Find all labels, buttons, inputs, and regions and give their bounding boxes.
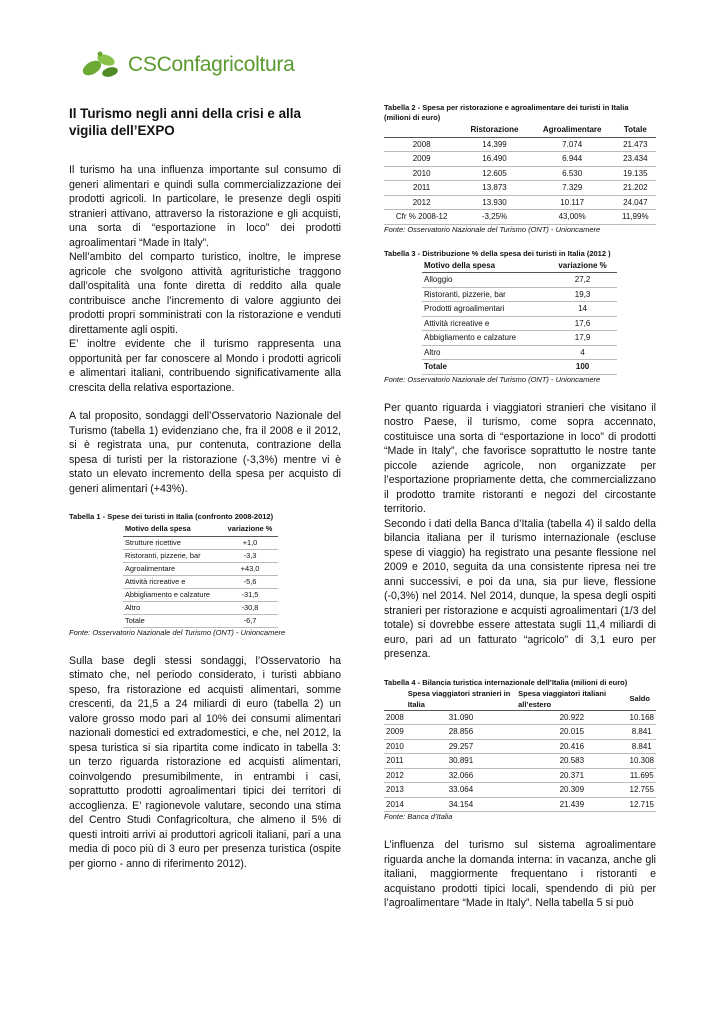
table-cell: 7.074 bbox=[530, 137, 615, 152]
table-cell: Altro bbox=[123, 601, 222, 614]
table-cell: 10.117 bbox=[530, 195, 615, 210]
table-cell: 12.715 bbox=[628, 797, 656, 812]
table-cell: 2013 bbox=[384, 783, 406, 798]
table-cell: 33.064 bbox=[406, 783, 516, 798]
table-cell: -5,6 bbox=[222, 575, 278, 588]
table-cell: Cfr % 2008-12 bbox=[384, 210, 459, 225]
table-1 bbox=[123, 522, 278, 628]
paragraph: Nell’ambito del comparto turistico, inoltre, le imprese agricole che svolgono attività agrituristiche traggono dall’ospitalità una fonte diretta di reddito alla quale contribuisce anche l’incremento di valore aggiunto dei prodotti propri somministrati con la ristorazione e venduti direttamente agli ospiti. bbox=[69, 251, 341, 336]
table-row bbox=[384, 166, 656, 181]
table-cell: 100 bbox=[548, 360, 617, 375]
table-cell: 10.168 bbox=[628, 710, 656, 725]
table-cell: 27,2 bbox=[548, 273, 617, 288]
table-4-source: Fonte: Banca d’Italia bbox=[384, 812, 453, 821]
table-row bbox=[384, 739, 656, 754]
table-cell: 2008 bbox=[384, 710, 406, 725]
table-cell: Alloggio bbox=[422, 273, 548, 288]
table-header: Saldo bbox=[628, 688, 656, 711]
table-4 bbox=[384, 688, 656, 813]
paragraph: Sulla base degli stessi sondaggi, l’Osservatorio ha stimato che, nel periodo considerato, i turisti abbiano speso, fra ristorazione ed acquisti alimentari, somme crescenti, da 21,5 a 24 miliardi di euro (tabella 2) un valore grosso modo pari al 10% dei consumi alimentari nazionali domestici ed extradomestici, e che, nel 2012, la spesa turistica si sia ripartita come indicato in tabella 3: un terzo riguarda ristorazione ed acquisti alimentari, coinvolgendo presumibilmente, in entrambi i casi, soprattutto prodotti agroalimentari tipici dei territori di accoglienza. E’ ragionevole valutare, secondo una stima del Centro Studi Confagricoltura, che almeno il 5% di questi introiti arrivi ai produttori agricoli italiani, pari a una media di poco più di 3 euro per presenza turistica (ospite per giorno - anno di riferimento 2012). bbox=[69, 654, 341, 870]
table-cell: Prodotti agroalimentari bbox=[422, 302, 548, 317]
table-cell: 2008 bbox=[384, 137, 459, 152]
table-cell: 6.944 bbox=[530, 152, 615, 167]
table-row bbox=[123, 562, 278, 575]
table-cell: Totale bbox=[123, 614, 222, 627]
table-cell: 13.930 bbox=[459, 195, 529, 210]
table-cell: 10.308 bbox=[628, 754, 656, 769]
table-3-caption: Tabella 3 - Distribuzione % della spesa dei turisti in Italia (2012 ) bbox=[384, 248, 611, 258]
table-header: Motivo della spesa bbox=[422, 259, 548, 273]
table-header: variazione % bbox=[548, 259, 617, 273]
table-cell: 2012 bbox=[384, 195, 459, 210]
table-cell: 14 bbox=[548, 302, 617, 317]
table-cell: 6.530 bbox=[530, 166, 615, 181]
table-header bbox=[384, 123, 459, 137]
table-header: Totale bbox=[615, 123, 656, 137]
table-cell: 20.922 bbox=[516, 710, 627, 725]
table-cell: 30.891 bbox=[406, 754, 516, 769]
table-header: variazione % bbox=[222, 522, 278, 536]
leaf-logo-icon bbox=[80, 48, 124, 82]
table-cell: +43,0 bbox=[222, 562, 278, 575]
table-cell: -30,8 bbox=[222, 601, 278, 614]
table-cell: Abbigliamento e calzature bbox=[123, 588, 222, 601]
table-cell: 20.583 bbox=[516, 754, 627, 769]
table-cell: Strutture ricettive bbox=[123, 536, 222, 549]
table-row bbox=[123, 614, 278, 627]
table-row bbox=[384, 210, 656, 225]
table-cell: 29.257 bbox=[406, 739, 516, 754]
paragraph: Secondo i dati della Banca d’Italia (tabella 4) il saldo della bilancia italiana per il turismo internazionale (escluse spese di viaggio) ha registrato una pesante flessione nel 2009 e 2010, seguita da una consistente ripresa nei tre anni successivi, e poi da una, sia pur lieve, flessione (-0,3%) nel 2014. Nel 2014, dunque, la spesa degli ospiti stranieri per ristorazione e acquisti agroalimentari (1/3 del totale) si dovrebbe essere attestata sugli 11,4 miliardi di euro, pari ad un fatturato “agricolo” di 3,1 euro per presenza. bbox=[384, 517, 656, 660]
table-header: Ristorazione bbox=[459, 123, 529, 137]
table-cell: 20.371 bbox=[516, 768, 627, 783]
table-cell: 20.309 bbox=[516, 783, 627, 798]
table-cell: 16.490 bbox=[459, 152, 529, 167]
table-header: Motivo della spesa bbox=[123, 522, 222, 536]
table-cell: 19,3 bbox=[548, 287, 617, 302]
table-cell: 21.473 bbox=[615, 137, 656, 152]
table-row bbox=[123, 601, 278, 614]
table-row bbox=[384, 710, 656, 725]
table-row bbox=[422, 302, 617, 317]
table-row bbox=[123, 588, 278, 601]
table-2-source: Fonte: Osservatorio Nazionale del Turismo (ONT) - Unioncamere bbox=[384, 224, 601, 234]
table-cell: 2014 bbox=[384, 797, 406, 812]
table-row bbox=[384, 754, 656, 769]
table-cell: -3,3 bbox=[222, 549, 278, 562]
table-header: Agroalimentare bbox=[530, 123, 615, 137]
table-row bbox=[422, 360, 617, 375]
table-cell: 8.841 bbox=[628, 739, 656, 754]
table-row bbox=[384, 768, 656, 783]
table-cell: 20.416 bbox=[516, 739, 627, 754]
table-1-source: Fonte: Osservatorio Nazionale del Turismo (ONT) - Unioncamere bbox=[69, 627, 286, 637]
table-2-caption: Tabella 2 - Spesa per ristorazione e agroalimentare dei turisti in Italia (milioni di euro) bbox=[384, 103, 629, 122]
table-cell: 2009 bbox=[384, 152, 459, 167]
table-row bbox=[422, 345, 617, 360]
table-row bbox=[384, 195, 656, 210]
table-row bbox=[422, 331, 617, 346]
table-header: Spesa viaggiatori italiani all’estero bbox=[516, 688, 627, 711]
table-cell: Altro bbox=[422, 345, 548, 360]
paragraph: E’ inoltre evidente che il turismo rappresenta una opportunità per far conoscere al Mondo i prodotti agricoli e alimentari italiani, contribuendo significativamente alla crescita della relativa esportazione. bbox=[69, 338, 341, 394]
table-cell: 24.047 bbox=[615, 195, 656, 210]
table-row bbox=[422, 273, 617, 288]
table-cell: Totale bbox=[422, 360, 548, 375]
logo-text: CSConfagricoltura bbox=[128, 53, 295, 76]
table-row bbox=[384, 181, 656, 196]
table-cell: 4 bbox=[548, 345, 617, 360]
table-header bbox=[384, 688, 406, 711]
table-cell: 21.439 bbox=[516, 797, 627, 812]
table-cell: 2010 bbox=[384, 739, 406, 754]
table-row bbox=[384, 137, 656, 152]
table-cell: 8.841 bbox=[628, 725, 656, 740]
table-cell: 13.873 bbox=[459, 181, 529, 196]
table-cell: Agroalimentare bbox=[123, 562, 222, 575]
table-row bbox=[123, 575, 278, 588]
paragraph: A tal proposito, sondaggi dell’Osservatorio Nazionale del Turismo (tabella 1) evidenziano che, fra il 2008 e il 2012, si è registrata una, pur contenuta, contrazione della spesa di turisti per la ristorazione (-3,3%) mentre vi è stato un elevato incremento della spesa per acquisto di generi alimentari (+43%). bbox=[69, 410, 341, 495]
table-cell: -31,5 bbox=[222, 588, 278, 601]
paragraph: Per quanto riguarda i viaggiatori stranieri che visitano il nostro Paese, il turismo, come sopra accennato, costituisce una sorta di “esportazione in loco” di prodotti “Made in Italy”, che favorisce soprattutto le nostre tante piccole aziende agricole, non organizzate per l’esportazione propriamente detta, che commercializzano il prodotto tramite ristoranti e negozi del circostante territorio. bbox=[384, 401, 656, 515]
table-row bbox=[422, 316, 617, 331]
article-title: Il Turismo negli anni della crisi e alla vigilia dell’EXPO bbox=[69, 106, 301, 138]
table-cell: 28.856 bbox=[406, 725, 516, 740]
table-4-caption: Tabella 4 - Bilancia turistica internazionale dell’Italia (milioni di euro) bbox=[384, 677, 628, 687]
table-cell: 12.605 bbox=[459, 166, 529, 181]
table-cell: -6,7 bbox=[222, 614, 278, 627]
table-cell: 32.066 bbox=[406, 768, 516, 783]
table-3-source: Fonte: Osservatorio Nazionale del Turismo (ONT) - Unioncamere bbox=[384, 374, 601, 384]
table-row bbox=[384, 797, 656, 812]
table-cell: 43,00% bbox=[530, 210, 615, 225]
table-cell: 17,9 bbox=[548, 331, 617, 346]
table-cell: Abbigliamento e calzature bbox=[422, 331, 548, 346]
table-cell: 2011 bbox=[384, 754, 406, 769]
table-cell: 2010 bbox=[384, 166, 459, 181]
table-cell: 2009 bbox=[384, 725, 406, 740]
table-row bbox=[384, 725, 656, 740]
table-row bbox=[123, 549, 278, 562]
paragraph: Il turismo ha una influenza importante sul consumo di generi alimentari e quindi sulla commercializzazione dei prodotti agricoli. In particolare, le presenze degli ospiti stranieri attivano, attraverso la ristorazione e gli acquisti, una sorta di “esportazione in loco” dei prodotti agroalimentari “Made in Italy”. bbox=[69, 164, 341, 249]
table-cell: 34.154 bbox=[406, 797, 516, 812]
table-cell: 7.329 bbox=[530, 181, 615, 196]
logo bbox=[80, 47, 294, 83]
table-cell: -3,25% bbox=[459, 210, 529, 225]
table-cell: 20.015 bbox=[516, 725, 627, 740]
table-cell: 21.202 bbox=[615, 181, 656, 196]
table-cell: 31.090 bbox=[406, 710, 516, 725]
table-1-caption: Tabella 1 - Spese dei turisti in Italia (confronto 2008-2012) bbox=[69, 512, 274, 521]
paragraph: L’influenza del turismo sul sistema agroalimentare riguarda anche la domanda interna: in vacanza, anche gli italiani, maggiormente frequentano i ristoranti e acquistano prodotti tipici locali, spendendo di più per l’agroalimentare “Made in Italy”. Nella tabella 5 si può bbox=[384, 839, 656, 909]
table-row bbox=[384, 152, 656, 167]
table-3 bbox=[422, 259, 617, 375]
table-row bbox=[384, 783, 656, 798]
table-row bbox=[123, 536, 278, 549]
table-cell: 11.695 bbox=[628, 768, 656, 783]
table-cell: Ristoranti, pizzerie, bar bbox=[123, 549, 222, 562]
left-column bbox=[69, 105, 341, 871]
table-header: Spesa viaggiatori stranieri in Italia bbox=[406, 688, 516, 711]
table-cell: 14.399 bbox=[459, 137, 529, 152]
right-column bbox=[384, 103, 656, 911]
table-cell: 12.755 bbox=[628, 783, 656, 798]
table-cell: 2012 bbox=[384, 768, 406, 783]
table-cell: Attività ricreative e bbox=[422, 316, 548, 331]
table-cell: Attività ricreative e bbox=[123, 575, 222, 588]
table-cell: 17,6 bbox=[548, 316, 617, 331]
table-cell: Ristoranti, pizzerie, bar bbox=[422, 287, 548, 302]
table-row bbox=[422, 287, 617, 302]
table-cell: 2011 bbox=[384, 181, 459, 196]
table-cell: 19.135 bbox=[615, 166, 656, 181]
table-2 bbox=[384, 123, 656, 225]
table-cell: 11,99% bbox=[615, 210, 656, 225]
table-cell: +1,0 bbox=[222, 536, 278, 549]
table-cell: 23.434 bbox=[615, 152, 656, 167]
